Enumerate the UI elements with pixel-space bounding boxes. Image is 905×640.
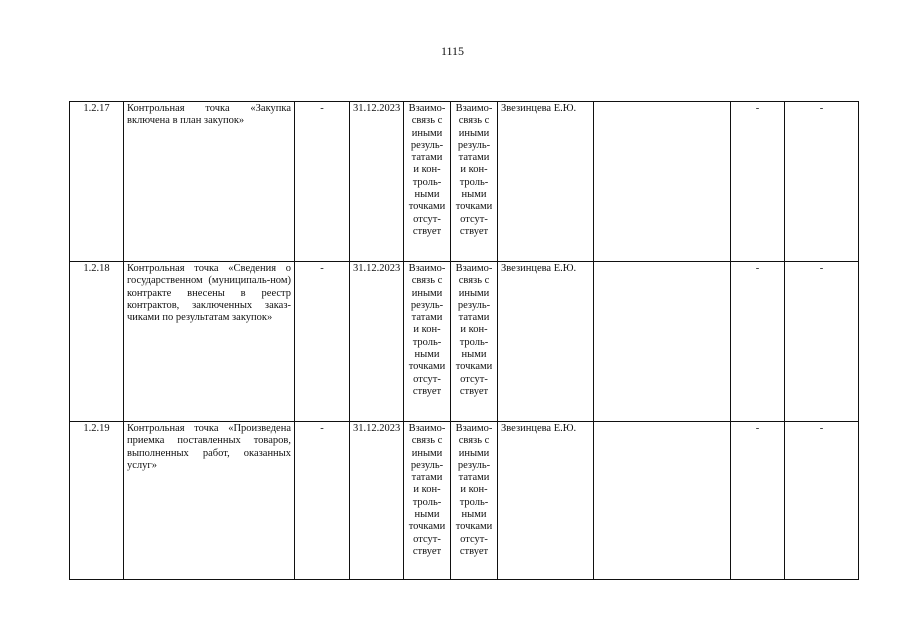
relation-text-line: и кон-: [413, 484, 441, 496]
relation-cell-successor: [451, 262, 498, 422]
table-row: [70, 422, 859, 580]
relation-text-line: Взаимо-: [408, 423, 446, 434]
relation-text-line: отсут-: [460, 533, 488, 545]
relation-text-line: отсут-: [413, 213, 441, 225]
relation-text-line: иными: [411, 287, 443, 299]
table-row: [70, 102, 859, 262]
previous-value-cell: -: [295, 102, 350, 262]
column-11-cell: -: [785, 262, 859, 422]
deadline-date-cell: 31.12.2023: [350, 262, 404, 422]
relation-text-line: ствует: [459, 545, 489, 557]
relation-text-line: резуль-: [457, 459, 491, 471]
relation-text-line: связь с: [458, 115, 490, 127]
relation-text-line: резуль-: [410, 299, 444, 311]
relation-text-line: троль-: [412, 496, 442, 508]
relation-text-line: троль-: [412, 176, 442, 188]
control-point-name-cell: Контрольная точка «Сведения о государственном (муниципаль-ном) контракте внесены в реестр контрактов, заключенных заказ-чиками по результатам закупок»: [124, 262, 295, 422]
relation-text-line: отсут-: [460, 373, 488, 385]
relation-cell-predecessor: [404, 422, 451, 580]
relation-text-line: точками: [408, 361, 446, 373]
relation-text-line: ными: [461, 349, 487, 361]
relation-text-line: связь с: [411, 435, 443, 447]
relation-text-line: связь с: [411, 275, 443, 287]
row-number-cell: 1.2.17: [70, 102, 124, 262]
relation-text-line: троль-: [459, 496, 489, 508]
relation-text-line: отсут-: [413, 533, 441, 545]
relation-text-line: татами: [411, 312, 443, 324]
relation-text-line: ствует: [412, 385, 442, 397]
relation-text-line: ствует: [459, 225, 489, 237]
relation-text-line: иными: [458, 127, 490, 139]
responsible-person-cell: Звезинцева Е.Ю.: [498, 422, 594, 580]
relation-text-line: иными: [411, 127, 443, 139]
column-10-cell: -: [731, 102, 785, 262]
relation-text-line: и кон-: [460, 164, 488, 176]
relation-text-line: резуль-: [410, 139, 444, 151]
relation-text-line: татами: [458, 472, 490, 484]
page-number: 1115: [440, 44, 465, 58]
document-cell: [594, 102, 731, 262]
relation-text-line: точками: [455, 201, 493, 213]
relation-text-line: ствует: [459, 385, 489, 397]
relation-text-line: отсут-: [413, 373, 441, 385]
control-point-name-cell: Контрольная точка «Произведена приемка поставленных товаров, выполненных работ, оказанных услуг»: [124, 422, 295, 580]
relation-text-line: татами: [458, 152, 490, 164]
relation-text-line: и кон-: [413, 164, 441, 176]
relation-text-line: связь с: [458, 435, 490, 447]
relation-cell-successor: [451, 422, 498, 580]
table-row: [70, 262, 859, 422]
relation-text-line: отсут-: [460, 213, 488, 225]
relation-text-line: ными: [461, 189, 487, 201]
relation-text-line: Взаимо-: [408, 263, 446, 274]
relation-text-line: ными: [414, 189, 440, 201]
relation-cell-predecessor: [404, 262, 451, 422]
previous-value-cell: -: [295, 422, 350, 580]
relation-text-line: и кон-: [460, 324, 488, 336]
relation-text-line: троль-: [412, 336, 442, 348]
relation-text-line: Взаимо-: [455, 423, 493, 434]
relation-text-line: Взаимо-: [455, 103, 493, 114]
column-11-cell: -: [785, 422, 859, 580]
relation-text-line: резуль-: [410, 459, 444, 471]
deadline-date-cell: 31.12.2023: [350, 102, 404, 262]
relation-text-line: точками: [455, 361, 493, 373]
plan-table-body: [70, 102, 859, 580]
column-10-cell: -: [731, 422, 785, 580]
relation-text-line: Взаимо-: [455, 263, 493, 274]
responsible-person-cell: Звезинцева Е.Ю.: [498, 262, 594, 422]
relation-text-line: татами: [458, 312, 490, 324]
relation-text-line: ными: [461, 509, 487, 521]
relation-text-line: иными: [458, 287, 490, 299]
relation-cell-successor: [451, 102, 498, 262]
relation-text-line: ными: [414, 349, 440, 361]
relation-text-line: иными: [411, 447, 443, 459]
relation-text-line: троль-: [459, 336, 489, 348]
relation-text-line: резуль-: [457, 139, 491, 151]
relation-text-line: и кон-: [460, 484, 488, 496]
relation-text-line: точками: [408, 201, 446, 213]
column-11-cell: -: [785, 102, 859, 262]
relation-text-line: и кон-: [413, 324, 441, 336]
relation-text-line: троль-: [459, 176, 489, 188]
row-number-cell: 1.2.19: [70, 422, 124, 580]
document-cell: [594, 422, 731, 580]
control-point-name-cell: Контрольная точка «Закупка включена в план закупок»: [124, 102, 295, 262]
relation-text-line: ствует: [412, 225, 442, 237]
document-cell: [594, 262, 731, 422]
relation-text-line: Взаимо-: [408, 103, 446, 114]
row-number-cell: 1.2.18: [70, 262, 124, 422]
relation-text-line: точками: [408, 521, 446, 533]
relation-text-line: татами: [411, 472, 443, 484]
responsible-person-cell: Звезинцева Е.Ю.: [498, 102, 594, 262]
relation-text-line: иными: [458, 447, 490, 459]
column-10-cell: -: [731, 262, 785, 422]
relation-text-line: связь с: [458, 275, 490, 287]
relation-text-line: точками: [455, 521, 493, 533]
relation-cell-predecessor: [404, 102, 451, 262]
plan-table: [69, 101, 859, 580]
relation-text-line: связь с: [411, 115, 443, 127]
previous-value-cell: -: [295, 262, 350, 422]
relation-text-line: ными: [414, 509, 440, 521]
deadline-date-cell: 31.12.2023: [350, 422, 404, 580]
relation-text-line: татами: [411, 152, 443, 164]
relation-text-line: ствует: [412, 545, 442, 557]
relation-text-line: резуль-: [457, 299, 491, 311]
